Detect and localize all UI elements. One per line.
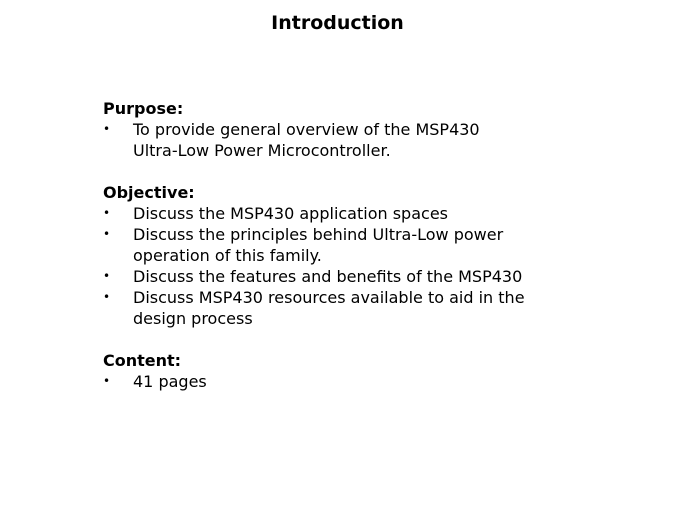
bullet-line: Ultra-Low Power Microcontroller.	[133, 141, 391, 160]
bullet-list	[103, 119, 583, 161]
bullet-item	[103, 224, 583, 266]
bullet-line: Discuss the principles behind Ultra-Low power	[133, 225, 504, 244]
bullet-line: Discuss the MSP430 application spaces	[133, 204, 448, 223]
bullet-icon: •	[103, 122, 111, 136]
bullet-item	[103, 119, 583, 161]
slide-title: Introduction	[271, 12, 404, 34]
bullet-icon: •	[103, 269, 111, 283]
purpose-section	[103, 98, 583, 161]
bullet-line: Discuss the features and benefits of the MSP430	[133, 267, 523, 286]
bullet-list	[103, 371, 583, 392]
bullet-line: operation of this family.	[133, 246, 322, 265]
section-heading: Purpose:	[103, 99, 184, 118]
bullet-icon: •	[103, 227, 111, 241]
objective-section	[103, 182, 583, 329]
section-heading: Objective:	[103, 183, 195, 202]
slide-body	[103, 98, 583, 413]
content-section	[103, 350, 583, 392]
bullet-icon: •	[103, 290, 111, 304]
bullet-item	[103, 287, 583, 329]
bullet-icon: •	[103, 374, 111, 388]
bullet-line: Discuss MSP430 resources available to aid in the	[133, 288, 525, 307]
bullet-line: 41 pages	[133, 372, 207, 391]
bullet-item	[103, 371, 583, 392]
bullet-icon: •	[103, 206, 111, 220]
bullet-line: design process	[133, 309, 253, 328]
section-heading: Content:	[103, 351, 182, 370]
bullet-item	[103, 266, 583, 287]
bullet-item	[103, 203, 583, 224]
bullet-list	[103, 203, 583, 329]
bullet-line: To provide general overview of the MSP430	[133, 120, 480, 139]
